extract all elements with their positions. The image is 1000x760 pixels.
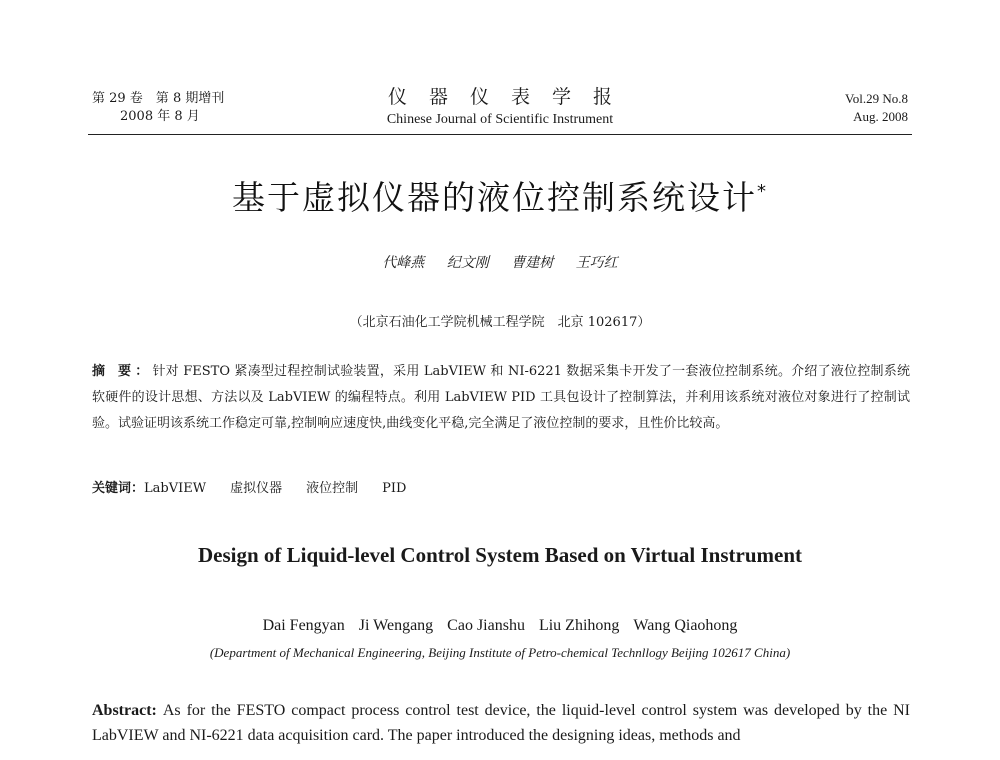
keywords-cn	[92, 477, 406, 496]
author-cn: 曹建树	[511, 255, 554, 271]
keyword: 虚拟仪器	[230, 481, 283, 496]
volume-issue-cn: 第 29 卷 第 8 期增刊	[92, 91, 225, 106]
journal-name	[300, 86, 700, 130]
author-en: Ji Wengang	[358, 617, 434, 634]
keyword: 液位控制	[306, 481, 359, 496]
author-cn: 纪文刚	[446, 255, 489, 271]
author-cn: 王巧红	[575, 255, 618, 271]
keyword: LabVIEW	[144, 481, 207, 496]
affiliation-cn: （北京石油化工学院机械工程学院 北京 102617）	[349, 315, 651, 330]
authors-cn	[0, 252, 1000, 272]
abstract-en-label: Abstract:	[92, 702, 157, 719]
title-footnote-mark: *	[757, 181, 768, 202]
paper-title-en: Design of Liquid-level Control System Based on Virtual Instrument	[198, 543, 802, 567]
author-cn: 代峰燕	[382, 255, 425, 271]
abstract-cn-label: 摘 要：	[92, 364, 153, 379]
abstract-en-text: As for the FESTO compact process control test device, the liquid-level control system was developed by the NI LabVIEW and NI-6221 data acquisition card. The paper introduced the designing ideas, methods and	[92, 702, 910, 744]
paper-title-cn	[0, 172, 1000, 219]
abstract-cn-text: 针对 FESTO 紧凑型过程控制试验装置，采用 LabVIEW 和 NI-6221 数据采集卡开发了一套液位控制系统。介绍了液位控制系统软硬件的设计思想、方法以及 LabVIEW 的编程特点。利用 LabVIEW PID 工具包设计了控制算法，并利用该系统对液位对象进行了控制试验。试验证明该系统工作稳定可靠,控制响应速度快,曲线变化平稳,完全满足了液位控制的要求，且性价比较高。	[92, 364, 911, 431]
journal-name-en: Chinese Journal of Scientific Instrument	[386, 112, 614, 127]
abstract-cn	[92, 359, 910, 437]
keywords-cn-label: 关键词：	[92, 481, 145, 496]
header-right	[845, 90, 908, 126]
keyword: PID	[382, 481, 407, 496]
paper-title-cn-text: 基于虚拟仪器的液位控制系统设计	[232, 178, 757, 217]
author-en: Cao Jianshu	[447, 617, 525, 634]
abstract-en	[92, 698, 910, 748]
volume-en: Vol.29 No.8	[845, 91, 908, 106]
date-en: Aug. 2008	[853, 109, 908, 124]
affiliation-en: (Department of Mechanical Engineering, Beijing Institute of Petro-chemical Technllogy Beijing 102617 China)	[209, 645, 791, 660]
date-cn: 2008 年 8 月	[120, 109, 200, 124]
authors-en	[0, 617, 1000, 635]
journal-name-cn: 仪器仪表学报	[387, 86, 634, 108]
author-en: Dai Fengyan	[262, 617, 345, 634]
header-left	[92, 90, 224, 126]
author-en: Liu Zhihong	[538, 617, 620, 634]
header-rule	[88, 134, 912, 135]
author-en: Wang Qiaohong	[633, 617, 738, 634]
